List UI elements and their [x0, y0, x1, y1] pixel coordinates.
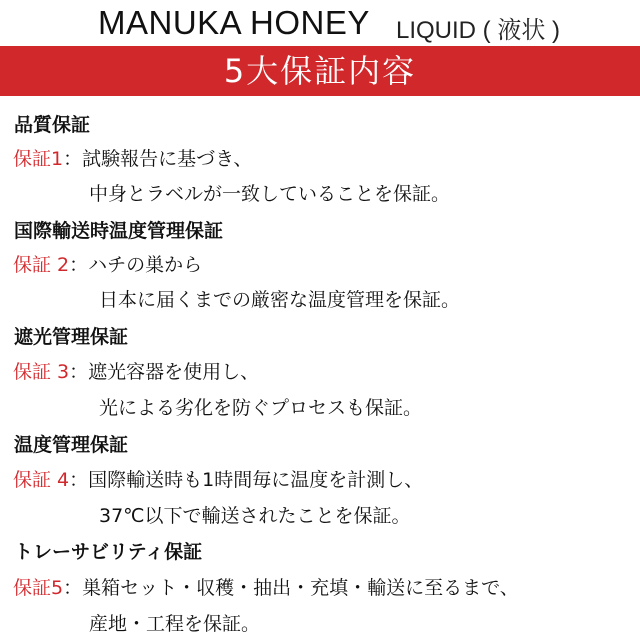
guarantee-text: ハチの巣から — [88, 254, 203, 276]
guarantee-text-continued: 中身とラベルが一致していることを保証。 — [89, 183, 451, 205]
guarantee-text: 巣箱セット・収穫・抽出・充填・輸送に至るまで、 — [82, 577, 519, 599]
guarantee-label: 保証5 — [13, 577, 64, 599]
section-heading: 遮光管理保証 — [14, 326, 129, 348]
guarantee-label: 保証 2 — [13, 254, 70, 276]
section-heading: 温度管理保証 — [14, 434, 129, 456]
guarantee-colon: ： — [69, 361, 89, 383]
guarantee-colon: ： — [69, 254, 89, 276]
guarantee-line — [13, 573, 519, 600]
guarantee-line — [13, 144, 252, 171]
guarantee-text-continued: 産地・工程を保証。 — [89, 613, 261, 635]
guarantee-label: 保証 4 — [13, 469, 70, 491]
guarantee-label: 保証 3 — [13, 361, 70, 383]
banner — [0, 46, 640, 96]
guarantee-colon: ： — [63, 148, 83, 170]
product-subtitle: LIQUID ( 液状 ) — [396, 17, 561, 44]
section-heading: トレーサビリティ保証 — [14, 541, 203, 563]
section-heading: 国際輸送時温度管理保証 — [14, 220, 224, 242]
guarantee-colon: ： — [63, 577, 83, 599]
guarantee-colon: ： — [69, 469, 89, 491]
guarantee-line — [13, 250, 202, 277]
product-title: MANUKA HONEY — [98, 4, 370, 41]
header — [0, 0, 640, 46]
section-heading: 品質保証 — [14, 114, 91, 136]
guarantee-text-continued: 日本に届くまでの厳密な温度管理を保証。 — [99, 289, 461, 311]
banner-text: 5大保証内容 — [223, 52, 417, 90]
guarantee-text: 遮光容器を使用し、 — [88, 361, 260, 383]
guarantee-label: 保証1 — [13, 148, 64, 170]
guarantee-text-continued: 光による劣化を防ぐプロセスも保証。 — [99, 397, 423, 419]
guarantee-text: 試験報告に基づき、 — [82, 148, 253, 170]
guarantee-line — [13, 357, 259, 384]
guarantee-text-continued: 37℃以下で輸送されたことを保証。 — [99, 505, 411, 527]
guarantee-text: 国際輸送時も1時間毎に温度を計測し、 — [88, 469, 424, 491]
guarantee-list — [0, 100, 640, 640]
guarantee-line — [13, 465, 423, 492]
